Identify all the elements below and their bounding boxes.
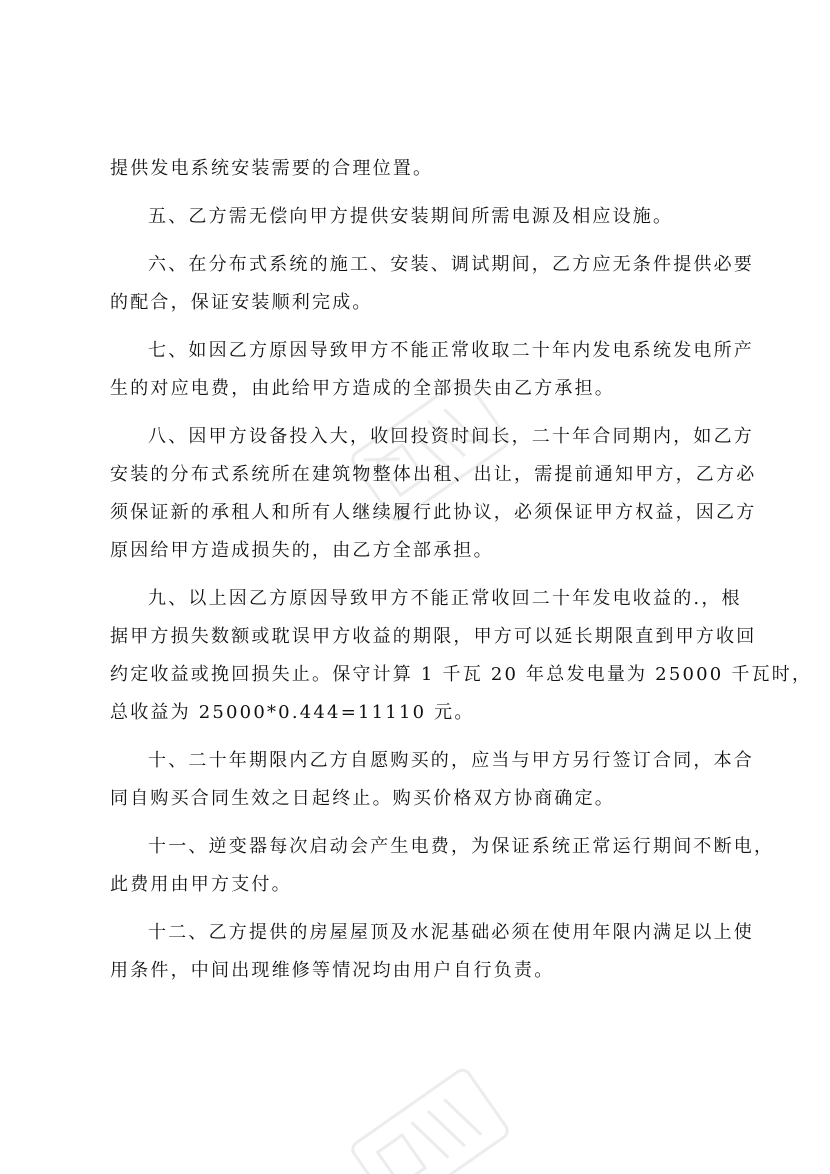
text-line: 安装的分布式系统所在建筑物整体出租、出让，需提前通知甲方，乙方必 [110,464,757,485]
text-line: 的配合，保证安装顺利完成。 [110,292,373,313]
text-line: 约定收益或挽回损失止。保守计算 1 千瓦 20 年总发电量为 25000 千瓦时， [110,664,813,685]
text-line: 五、乙方需无偿向甲方提供安装期间所需电源及相应设施。 [148,206,674,227]
text-line: 须保证新的承租人和所有人继续履行此协议，必须保证甲方权益，因乙方 [110,502,757,523]
text-line: 同自购买合同生效之日起终止。购买价格双方协商确定。 [110,788,615,809]
paragraph-p11 [110,828,775,904]
paragraph-p10 [110,742,754,818]
text-line: 六、在分布式系统的施工、安装、调试期间，乙方应无条件提供必要 [148,254,754,275]
text-line: 十二、乙方提供的房屋屋顶及水泥基础必须在使用年限内满足以上使 [148,922,754,943]
text-line: 原因给甲方造成损失的，由乙方全部承担。 [110,540,494,561]
text-line: 十一、逆变器每次启动会产生电费，为保证系统正常运行期间不断电， [148,836,775,857]
text-line: 生的对应电费，由此给甲方造成的全部损失由乙方承担。 [110,378,615,399]
paragraph-p6 [110,246,754,322]
contract-text-body [110,150,813,1000]
paragraph-p9 [110,580,813,732]
text-line: 提供发电系统安装需要的合理位置。 [110,158,434,179]
text-line: 据甲方损失数额或耽误甲方收益的期限，甲方可以延长期限直到甲方收回 [110,626,757,647]
text-line: 九、以上因乙方原因导致甲方不能正常收回二十年发电收益的.，根 [148,588,742,609]
text-line: 用条件，中间出现维修等情况均由用户自行负责。 [110,960,555,981]
text-line: 此费用由甲方支付。 [110,874,292,895]
paragraph-p5 [110,198,726,236]
text-line: 八、因甲方设备投入大，收回投资时间长，二十年合同期内，如乙方 [148,426,754,447]
paragraph-p12 [110,914,754,990]
paragraph-p4-end [110,150,726,188]
text-line: 七、如因乙方原因导致甲方不能正常收取二十年内发电系统发电所产 [148,340,754,361]
paragraph-p8 [110,418,757,570]
paragraph-p7 [110,332,754,408]
text-line: 总收益为 25000*0.444=11110 元。 [110,702,475,723]
text-line: 十、二十年期限内乙方自愿购买的，应当与甲方另行签订合同，本合 [148,750,754,771]
